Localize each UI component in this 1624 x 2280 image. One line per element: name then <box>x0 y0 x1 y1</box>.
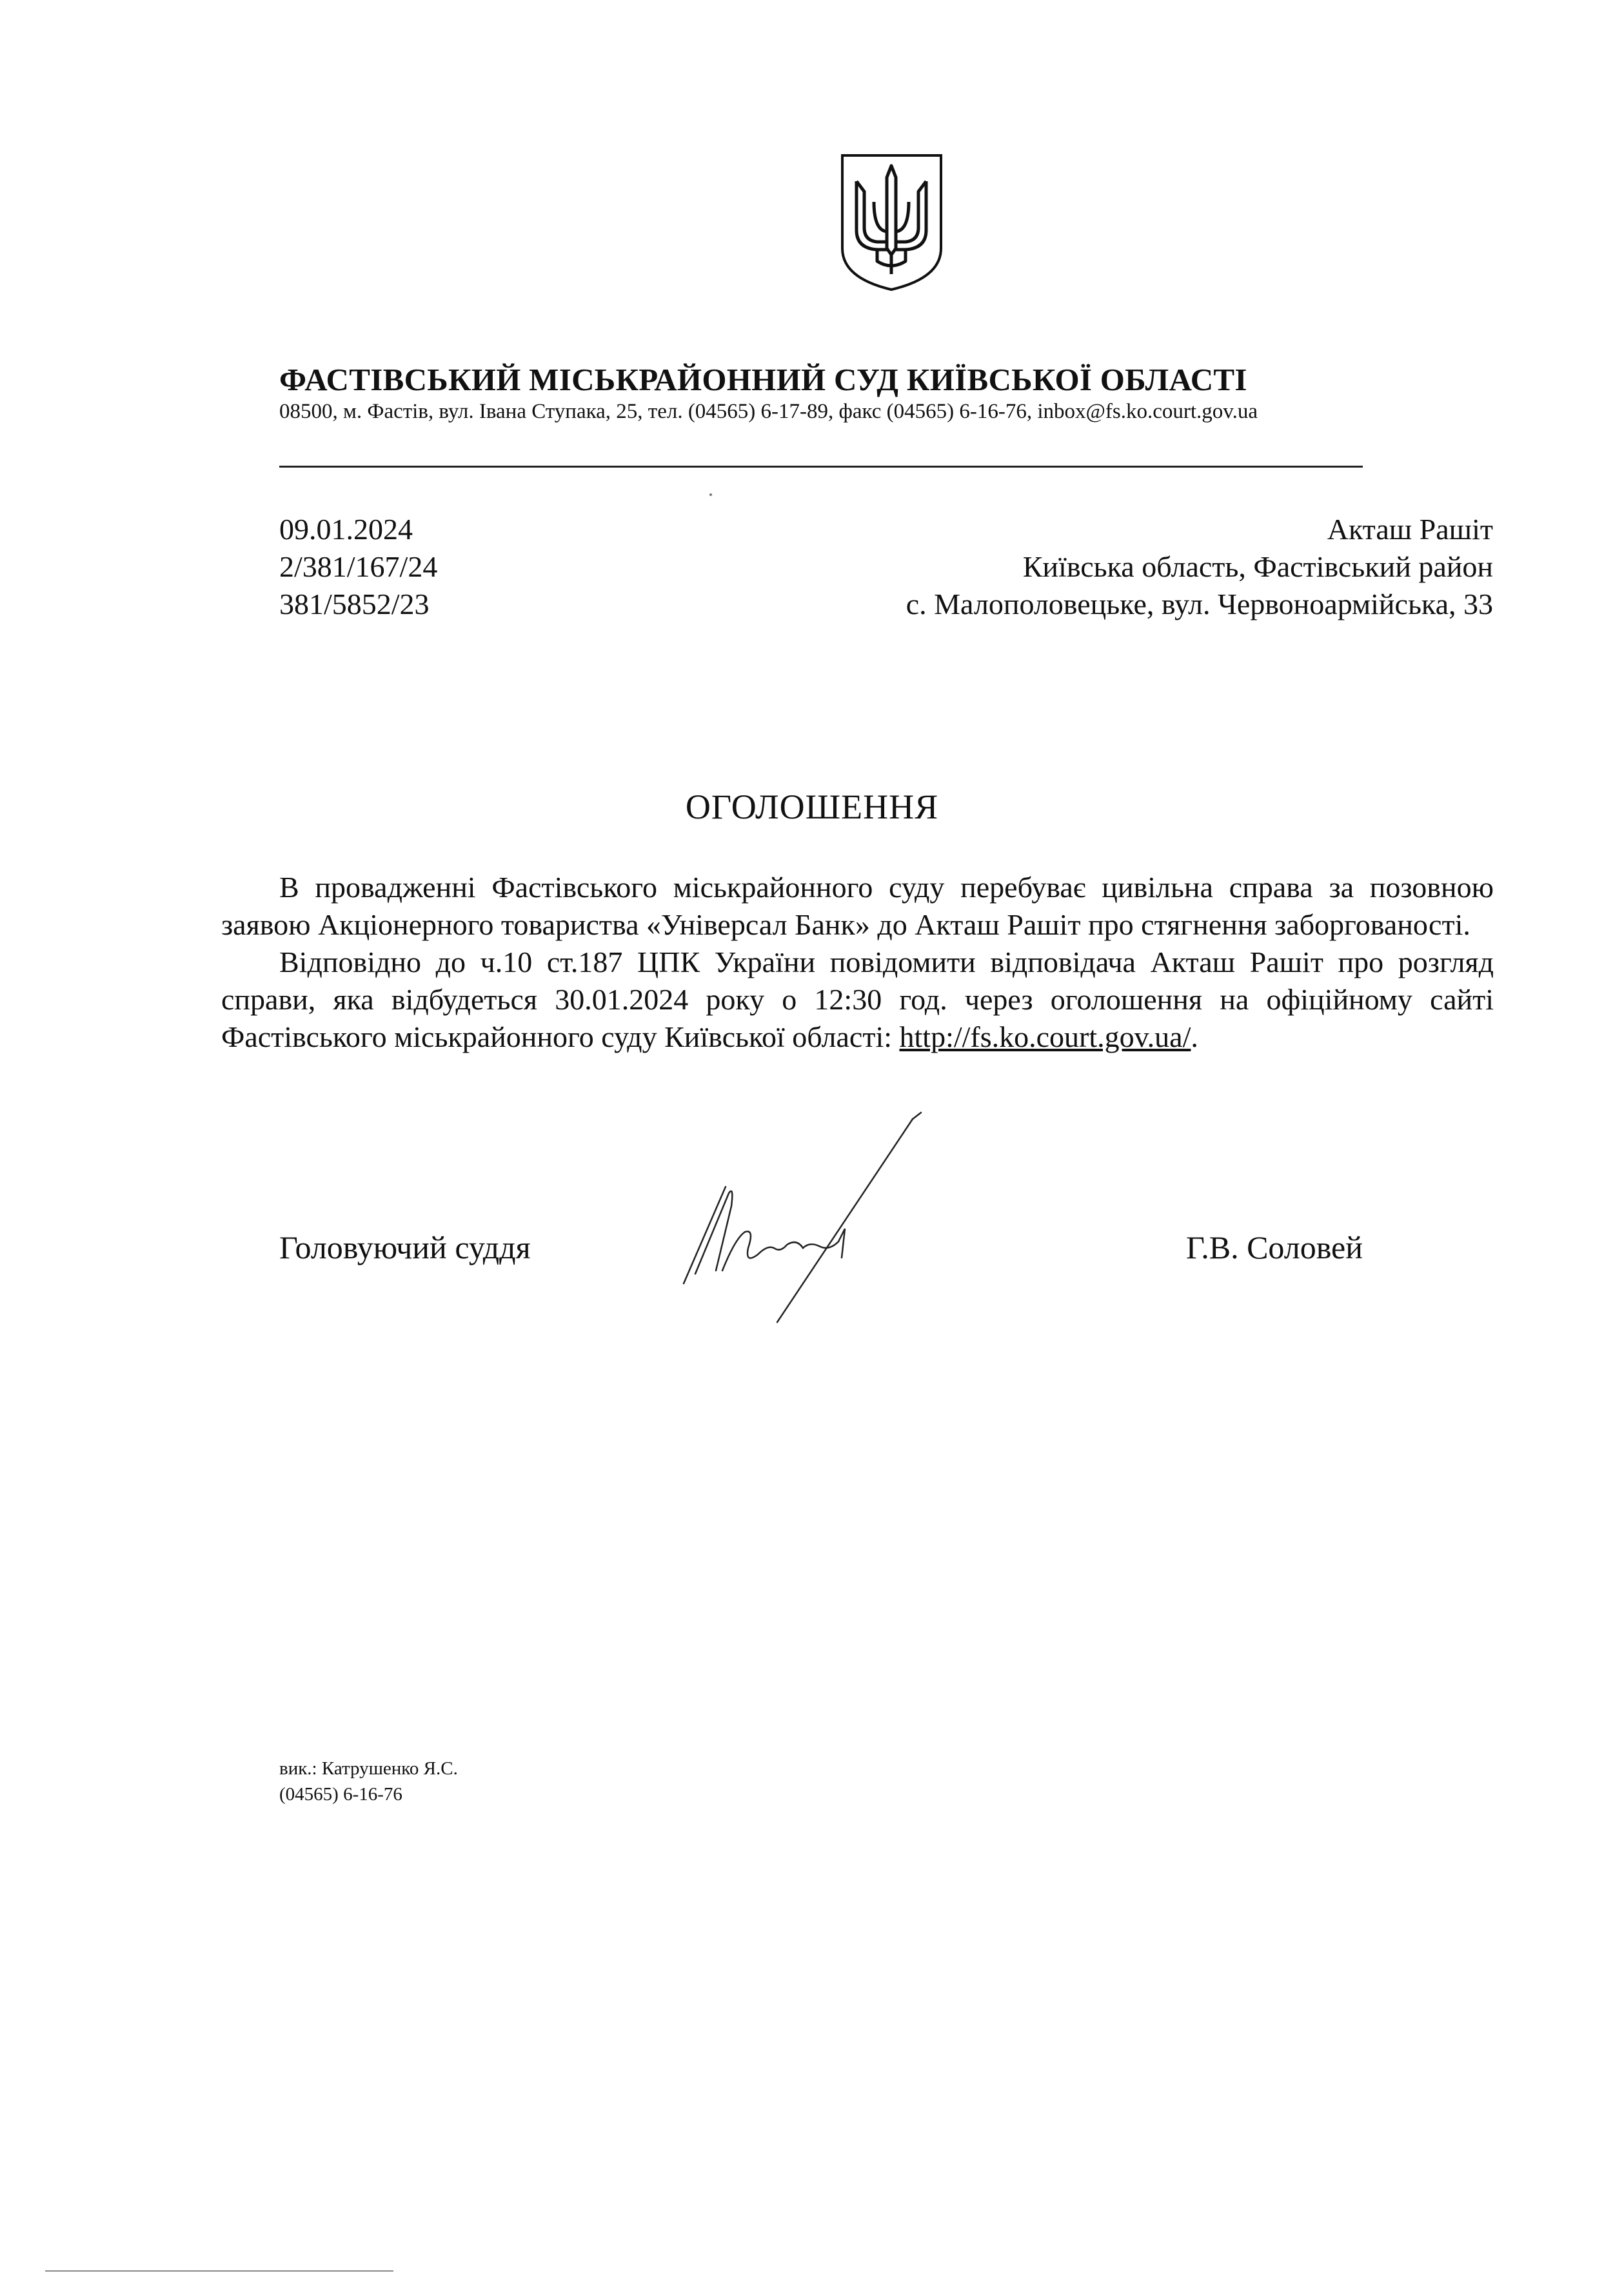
paragraph-1: В провадженні Фастівського міськрайонного суду перебуває цивільна справа за позовною заявою Акціонерного товариства «Універсал Банк» до Акташ Рашіт про стягнення заборгованості. <box>221 871 1494 941</box>
case-number: 381/5852/23 <box>279 588 430 620</box>
signer-role: Головуючий суддя <box>279 1229 531 1265</box>
link-suffix: . <box>1191 1020 1198 1053</box>
addressee-region: Київська область, Фастівський район <box>1022 550 1493 583</box>
executor-info <box>279 1756 458 1807</box>
signer-name: Г.В. Соловей <box>1185 1229 1363 1265</box>
paragraph-2 <box>221 944 1494 1056</box>
handwritten-signature-icon <box>664 1109 1025 1361</box>
document-title: ОГОЛОШЕННЯ <box>685 788 939 826</box>
paragraph-2-text: Відповідно до ч.10 ст.187 ЦПК України повідомити відповідача Акташ Рашіт про розгляд справи, яка відбудеться 30.01.2024 року о 12:30 год. через оголошення на офіційному сайті Фастівського міськрайонного суду Київської області: <box>221 946 1494 1053</box>
executor-name: вик.: Катрушенко Я.С. <box>279 1758 458 1779</box>
addressee-block <box>906 511 1493 623</box>
addressee-address: с. Малополовецьке, вул. Червоноармійська, 33 <box>906 588 1493 620</box>
header-divider <box>279 466 1363 468</box>
document-body <box>221 869 1494 1056</box>
court-name: ФАСТІВСЬКИЙ МІСЬКРАЙОННИЙ СУД КИЇВСЬКОЇ ОБЛАСТІ <box>279 362 1247 397</box>
scan-speck <box>709 493 712 496</box>
footer-line <box>45 2270 393 2272</box>
executor-phone: (04565) 6-16-76 <box>279 1784 402 1805</box>
document-meta <box>279 511 437 623</box>
addressee-name: Акташ Рашіт <box>1327 513 1493 546</box>
document-date: 09.01.2024 <box>279 513 413 546</box>
outgoing-number: 2/381/167/24 <box>279 550 438 583</box>
court-website-link[interactable]: http://fs.ko.court.gov.ua/ <box>899 1020 1191 1053</box>
court-contacts: 08500, м. Фастів, вул. Івана Ступака, 25, тел. (04565) 6-17-89, факс (04565) 6-16-76, inbox@fs.ko.court.gov.ua <box>279 400 1258 423</box>
coat-of-arms-icon <box>838 152 945 292</box>
